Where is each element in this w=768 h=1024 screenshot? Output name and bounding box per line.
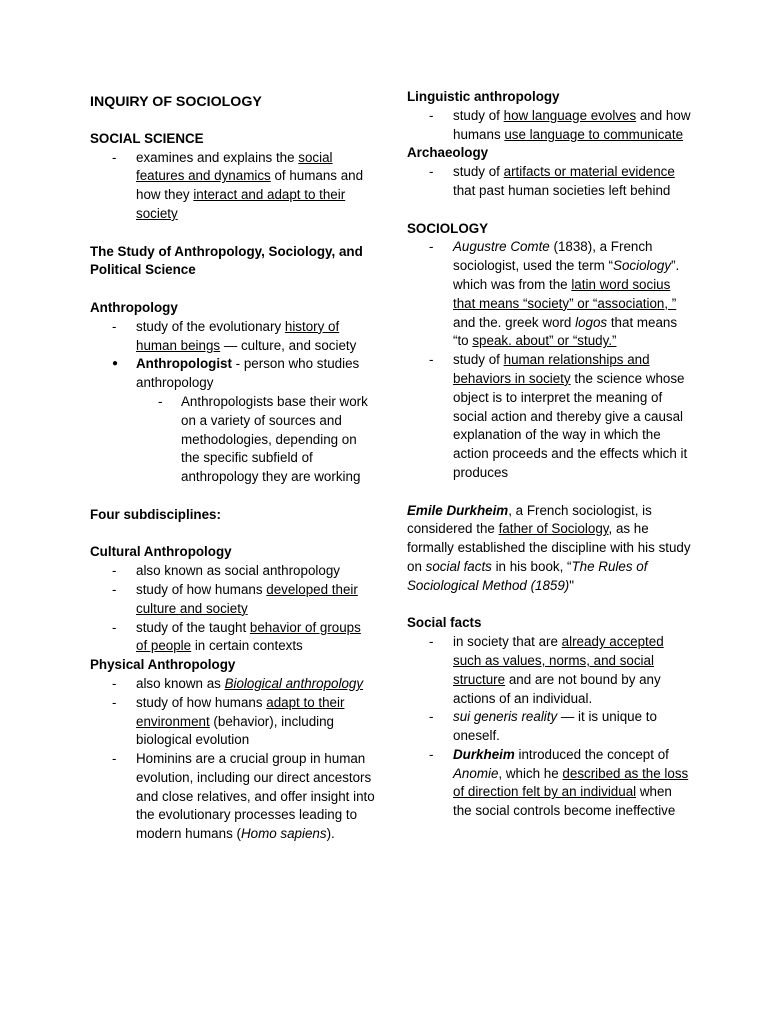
durkheim-paragraph: Emile Durkheim, a French sociologist, is considered the father of Sociology, as he formally established the discipline with his study on social facts in his book, “The Rules of Sociological Method (1859)" (407, 502, 691, 593)
social-facts-list (407, 633, 692, 821)
anthropology-heading: Anthropology (90, 299, 178, 315)
list-item: - study of how humans adapt to their environment (behavior), including biological evolution (90, 694, 375, 750)
list-item: - study of human relationships and behaviors in society the science whose object is to interpret the meaning of social action and thereby give a causal explanation of the way in which the action proceeds and the effects which it produces (407, 351, 692, 483)
cultural-anthropology-heading: Cultural Anthropology (90, 544, 232, 560)
archaeology-heading: Archaeology (407, 145, 489, 161)
right-column (407, 88, 692, 821)
physical-anthropology-heading: Physical Anthropology (90, 657, 236, 673)
sociology-heading: SOCIOLOGY (407, 220, 489, 236)
list-item: - study of how language evolves and how humans use language to communicate (407, 107, 692, 145)
list-item: - study of how humans developed their culture and society (90, 581, 375, 619)
list-item: - study of the taught behavior of groups of people in certain contexts (90, 619, 375, 657)
list-item: - in society that are already accepted such as values, norms, and social structure and are not bound by any actions of an individual. (407, 633, 692, 708)
list-item: - Hominins are a crucial group in human evolution, including our direct ancestors and close relatives, and offer insight into the evolutionary processes leading to modern humans (Homo sapiens). (90, 750, 375, 844)
social-science-heading: SOCIAL SCIENCE (90, 130, 204, 146)
cultural-anthropology-list (90, 562, 375, 656)
list-item: - Augustre Comte (1838), a French sociologist, used the term “Sociology”. which was from the latin word socius that means “society” or “association, ” and the. greek word logos that means “to speak. about” or “study.” (407, 238, 692, 351)
list-item: - study of the evolutionary history of human beings — culture, and society (90, 318, 375, 356)
four-subdisciplines-heading: Four subdisciplines: (90, 506, 221, 522)
document-title: INQUIRY OF SOCIOLOGY (90, 94, 262, 110)
anthropology-list (90, 318, 375, 487)
list-item: - examines and explains the social features and dynamics of humans and how they interact and adapt to their society (90, 149, 375, 224)
linguistic-anthropology-heading: Linguistic anthropology (407, 89, 560, 104)
physical-anthropology-list (90, 675, 375, 844)
anthropologist-sublist (136, 393, 375, 487)
study-heading: The Study of Anthropology, Sociology, and Political Science (90, 243, 363, 278)
left-column (90, 88, 375, 844)
linguistic-anthropology-list (407, 107, 692, 145)
list-item: - Durkheim introduced the concept of Anomie, which he described as the loss of direction felt by an individual when the social controls become ineffective (407, 746, 692, 821)
archaeology-list (407, 163, 692, 201)
list-item: - also known as Biological anthropology (90, 675, 375, 694)
social-science-list (90, 149, 375, 224)
social-facts-heading: Social facts (407, 615, 482, 631)
list-item: - also known as social anthropology (90, 562, 375, 581)
list-item: - study of artifacts or material evidence that past human societies left behind (407, 163, 692, 201)
list-item: - Anthropologists base their work on a variety of sources and methodologies, depending on the specific subfield of anthropology they are working (136, 393, 375, 487)
sociology-list (407, 238, 692, 482)
list-item: ● Anthropologist - person who studies anthropology - Anthropologists base their work on a variety of sources and methodologies, depending on the specific subfield of anthropology they are working (90, 355, 375, 487)
list-item: - sui generis reality — it is unique to oneself. (407, 708, 692, 746)
